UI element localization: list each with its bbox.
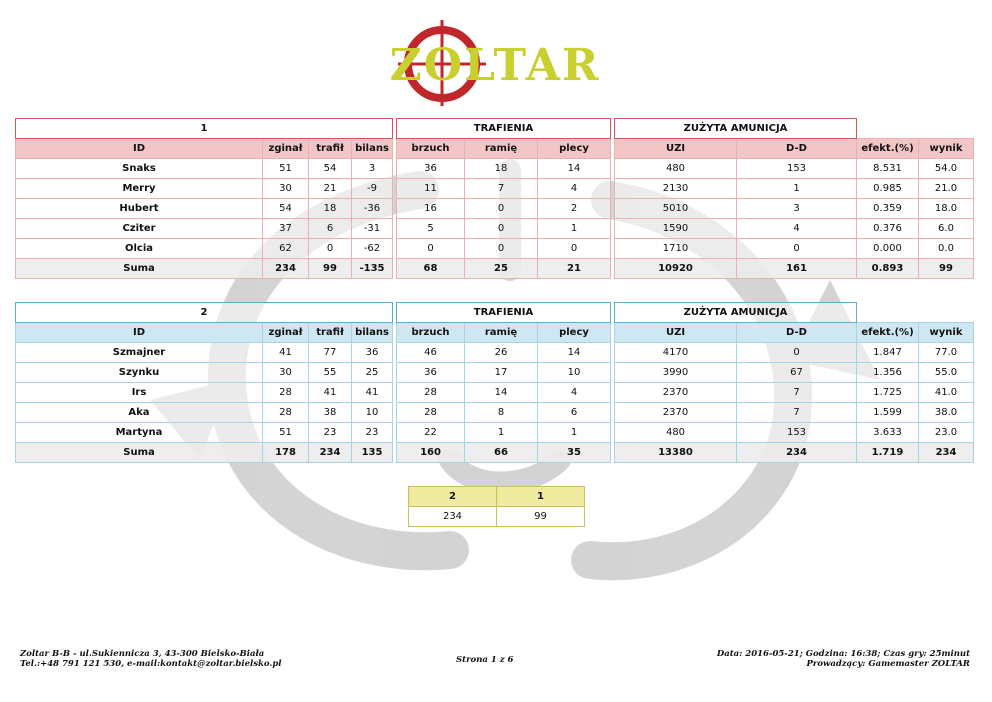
balance-cell: 41 [352,383,393,403]
dd-ammo-cell: 153 [737,159,857,179]
score-cell: 38.0 [919,403,974,423]
result-team-2-score: 234 [409,507,497,527]
arm-hits-cell: 18 [465,159,538,179]
uzi-ammo-cell: 2370 [615,383,737,403]
balance-cell: -62 [352,239,393,259]
footer-page-number: Strona 1 z 6 [456,655,514,665]
balance-cell: 36 [352,343,393,363]
uzi-ammo-cell: 480 [615,423,737,443]
back-hits-cell: 0 [538,239,611,259]
col-header-uzi: UZI [615,139,737,159]
player-name-cell: Szmajner [16,343,263,363]
arm-hits-cell: 8 [465,403,538,423]
col-header-id: ID [16,323,263,343]
uzi-ammo-cell: 5010 [615,199,737,219]
belly-hits-cell: 11 [397,179,465,199]
player-row [16,383,974,403]
hits-group-header: TRAFIENIA [397,303,611,323]
col-header-id: ID [16,139,263,159]
arm-hits-cell: 0 [465,199,538,219]
efficiency-cell: 1.356 [857,363,919,383]
efficiency-cell: 3.633 [857,423,919,443]
sum-label: Suma [16,443,263,463]
svg-text:ZOLTAR: ZOLTAR [389,40,601,91]
footer-company-info [20,649,282,669]
player-row [16,179,974,199]
footer-address: Zoltar B-B - ul.Sukienniczа 3, 43-300 Bielsko-Biała [20,649,265,659]
belly-hits-cell: 22 [397,423,465,443]
hits-cell: 6 [309,219,352,239]
score-cell: 6.0 [919,219,974,239]
ammo-group-header: ZUŻYTA AMUNICJA [615,119,857,139]
col-header-hit: trafił [309,323,352,343]
arm-hits-cell: 1 [465,423,538,443]
col-header-hit: trafił [309,139,352,159]
belly-hits-cell: 68 [397,259,465,279]
belly-hits-cell: 160 [397,443,465,463]
efficiency-cell: 0.376 [857,219,919,239]
player-row [16,219,974,239]
belly-hits-cell: 0 [397,239,465,259]
dd-ammo-cell: 3 [737,199,857,219]
player-name-cell: Hubert [16,199,263,219]
balance-cell: -9 [352,179,393,199]
arm-hits-cell: 17 [465,363,538,383]
belly-hits-cell: 36 [397,363,465,383]
balance-cell: 23 [352,423,393,443]
dd-ammo-cell: 67 [737,363,857,383]
hits-cell: 41 [309,383,352,403]
died-cell: 41 [263,343,309,363]
belly-hits-cell: 16 [397,199,465,219]
dd-ammo-cell: 7 [737,383,857,403]
col-header-back: plecy [538,323,611,343]
col-header-died: zginał [263,323,309,343]
died-cell: 178 [263,443,309,463]
arm-hits-cell: 7 [465,179,538,199]
uzi-ammo-cell: 1590 [615,219,737,239]
sum-label: Suma [16,259,263,279]
arm-hits-cell: 0 [465,239,538,259]
col-header-uzi: UZI [615,323,737,343]
result-table [408,486,585,527]
died-cell: 30 [263,179,309,199]
died-cell: 62 [263,239,309,259]
back-hits-cell: 2 [538,199,611,219]
dd-ammo-cell: 153 [737,423,857,443]
belly-hits-cell: 28 [397,383,465,403]
efficiency-cell: 0.985 [857,179,919,199]
team-2-table [15,302,974,463]
died-cell: 54 [263,199,309,219]
dd-ammo-cell: 0 [737,239,857,259]
died-cell: 28 [263,403,309,423]
back-hits-cell: 6 [538,403,611,423]
col-header-balance: bilans [352,323,393,343]
hits-cell: 99 [309,259,352,279]
arm-hits-cell: 26 [465,343,538,363]
col-header-dd: D-D [737,139,857,159]
dd-ammo-cell: 7 [737,403,857,423]
score-cell: 77.0 [919,343,974,363]
back-hits-cell: 10 [538,363,611,383]
uzi-ammo-cell: 2370 [615,403,737,423]
died-cell: 37 [263,219,309,239]
uzi-ammo-cell: 480 [615,159,737,179]
player-name-cell: Olcia [16,239,263,259]
died-cell: 28 [263,383,309,403]
balance-cell: -135 [352,259,393,279]
hits-cell: 55 [309,363,352,383]
footer-date-time: Data: 2016-05-21; Godzina: 16:38; Czas gry: 25minut [716,649,970,659]
player-row [16,199,974,219]
player-row [16,403,974,423]
uzi-ammo-cell: 4170 [615,343,737,363]
col-header-arm: ramię [465,323,538,343]
col-header-arm: ramię [465,139,538,159]
balance-cell: 10 [352,403,393,423]
efficiency-cell: 8.531 [857,159,919,179]
hits-cell: 23 [309,423,352,443]
back-hits-cell: 4 [538,179,611,199]
player-name-cell: Martyna [16,423,263,443]
died-cell: 234 [263,259,309,279]
dd-ammo-cell: 0 [737,343,857,363]
dd-ammo-cell: 4 [737,219,857,239]
died-cell: 51 [263,159,309,179]
hits-cell: 54 [309,159,352,179]
hits-cell: 18 [309,199,352,219]
col-header-score: wynik [919,323,974,343]
team-title: 2 [16,303,393,323]
dd-ammo-cell: 161 [737,259,857,279]
arm-hits-cell: 66 [465,443,538,463]
col-header-dd: D-D [737,323,857,343]
footer-host: Prowadzący: Gamemaster ZOLTAR [806,659,970,669]
hits-cell: 77 [309,343,352,363]
arm-hits-cell: 0 [465,219,538,239]
col-header-efficiency: efekt.(%) [857,139,919,159]
score-cell: 41.0 [919,383,974,403]
team-1-table [15,118,974,279]
died-cell: 30 [263,363,309,383]
score-cell: 99 [919,259,974,279]
col-header-efficiency: efekt.(%) [857,323,919,343]
back-hits-cell: 14 [538,343,611,363]
died-cell: 51 [263,423,309,443]
sum-row [16,443,974,463]
col-header-balance: bilans [352,139,393,159]
back-hits-cell: 21 [538,259,611,279]
arm-hits-cell: 14 [465,383,538,403]
sum-row [16,259,974,279]
col-header-belly: brzuch [397,139,465,159]
player-name-cell: Szynku [16,363,263,383]
player-name-cell: Cziter [16,219,263,239]
belly-hits-cell: 36 [397,159,465,179]
result-team-2-header: 2 [409,487,497,507]
score-cell: 234 [919,443,974,463]
footer-session-info [717,649,970,669]
col-header-score: wynik [919,139,974,159]
hits-group-header: TRAFIENIA [397,119,611,139]
balance-cell: 135 [352,443,393,463]
efficiency-cell: 0.000 [857,239,919,259]
player-row [16,343,974,363]
dd-ammo-cell: 234 [737,443,857,463]
zoltar-logo [380,18,610,108]
footer-contact: Tel.:+48 791 121 530, e-mail:kontakt@zoltar.bielsko.pl [20,659,282,669]
score-cell: 55.0 [919,363,974,383]
col-header-belly: brzuch [397,323,465,343]
efficiency-cell: 1.599 [857,403,919,423]
score-cell: 21.0 [919,179,974,199]
uzi-ammo-cell: 1710 [615,239,737,259]
balance-cell: -31 [352,219,393,239]
dd-ammo-cell: 1 [737,179,857,199]
back-hits-cell: 4 [538,383,611,403]
hits-cell: 38 [309,403,352,423]
belly-hits-cell: 28 [397,403,465,423]
hits-cell: 234 [309,443,352,463]
efficiency-cell: 1.847 [857,343,919,363]
efficiency-cell: 1.725 [857,383,919,403]
player-name-cell: Merry [16,179,263,199]
score-cell: 0.0 [919,239,974,259]
ammo-group-header: ZUŻYTA AMUNICJA [615,303,857,323]
result-team-1-header: 1 [497,487,585,507]
back-hits-cell: 1 [538,219,611,239]
score-cell: 18.0 [919,199,974,219]
balance-cell: 3 [352,159,393,179]
belly-hits-cell: 5 [397,219,465,239]
score-cell: 23.0 [919,423,974,443]
player-row [16,159,974,179]
player-row [16,239,974,259]
col-header-back: plecy [538,139,611,159]
player-row [16,423,974,443]
balance-cell: 25 [352,363,393,383]
efficiency-cell: 0.893 [857,259,919,279]
score-cell: 54.0 [919,159,974,179]
hits-cell: 0 [309,239,352,259]
uzi-ammo-cell: 3990 [615,363,737,383]
arm-hits-cell: 25 [465,259,538,279]
player-name-cell: Aka [16,403,263,423]
balance-cell: -36 [352,199,393,219]
team-title: 1 [16,119,393,139]
efficiency-cell: 1.719 [857,443,919,463]
back-hits-cell: 1 [538,423,611,443]
belly-hits-cell: 46 [397,343,465,363]
uzi-ammo-cell: 13380 [615,443,737,463]
back-hits-cell: 35 [538,443,611,463]
player-row [16,363,974,383]
efficiency-cell: 0.359 [857,199,919,219]
player-name-cell: Snaks [16,159,263,179]
uzi-ammo-cell: 10920 [615,259,737,279]
uzi-ammo-cell: 2130 [615,179,737,199]
hits-cell: 21 [309,179,352,199]
back-hits-cell: 14 [538,159,611,179]
col-header-died: zginał [263,139,309,159]
player-name-cell: Irs [16,383,263,403]
result-team-1-score: 99 [497,507,585,527]
